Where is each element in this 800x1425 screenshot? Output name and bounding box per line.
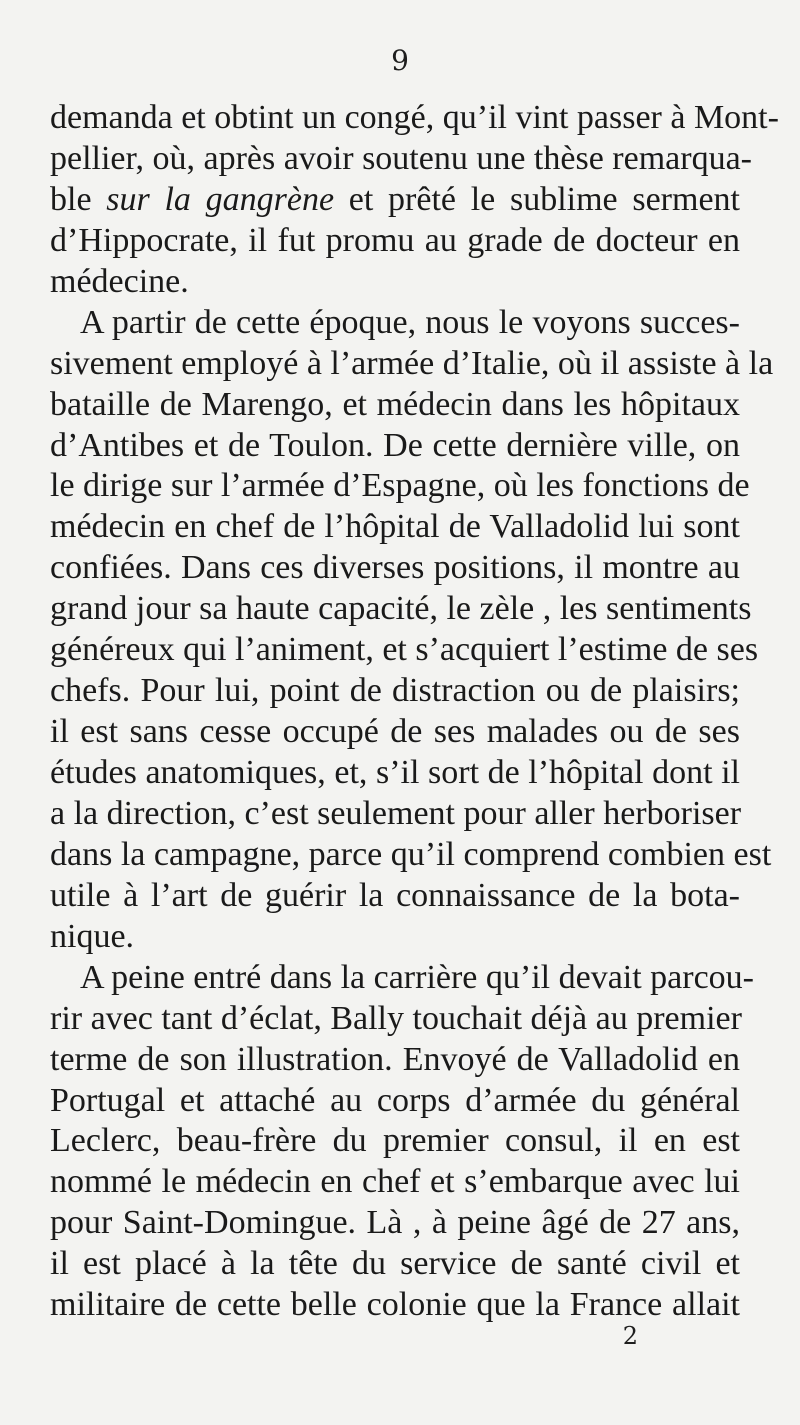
text-line: Leclerc, beau-frère du premier consul, il en est [50, 1122, 740, 1160]
text-line: militaire de cette belle colonie que la France allait [50, 1286, 740, 1324]
text-line: études anatomiques, et, s’il sort de l’hôpital dont il [50, 754, 740, 791]
text-line: d’Antibes et de Toulon. De cette dernière ville, on [50, 426, 740, 464]
text-line: pour Saint-Domingue. Là , à peine âgé de 27 ans, [50, 1204, 740, 1242]
text-line: demanda et obtint un congé, qu’il vint passer à Mont- [50, 99, 779, 136]
text-line: bataille de Marengo, et médecin dans les hôpitaux [50, 385, 740, 423]
text-line: A partir de cette époque, nous le voyons succes- [80, 303, 740, 341]
text-segment: ble [50, 180, 107, 218]
text-line: médecin en chef de l’hôpital de Valladolid lui sont [50, 508, 740, 546]
text-line: nommé le médecin en chef et s’embarque avec lui [50, 1163, 740, 1201]
text-line: utile à l’art de guérir la connaissance de la bota- [50, 876, 740, 914]
text-line [50, 180, 740, 221]
text-line: le dirige sur l’armée d’Espagne, où les fonctions de [50, 467, 750, 505]
paragraph-2 [50, 303, 774, 958]
signature-mark: 2 [622, 1322, 638, 1350]
text-line: médecine. [50, 262, 189, 300]
text-line: il est placé à la tête du service de santé civil et [50, 1245, 740, 1283]
text-line: généreux qui l’animent, et s’acquiert l’estime de ses [50, 631, 759, 669]
text-line: sivement employé à l’armée d’Italie, où il assiste à la [50, 344, 774, 382]
text-line: nique. [50, 917, 135, 955]
text-line: A peine entré dans la carrière qu’il devait parcou- [80, 958, 755, 996]
text-line: Portugal et attaché au corps d’armée du général [50, 1081, 740, 1119]
italic-thesis-title: sur la gangrène [106, 180, 335, 218]
text-line: terme de son illustration. Envoyé de Valladolid en [50, 1040, 740, 1078]
text-segment: et prêté le sublime serment [334, 180, 740, 218]
text-line: rir avec tant d’éclat, Bally touchait déjà au premier [50, 999, 742, 1037]
text-line: pellier, où, après avoir soutenu une thèse remarqua- [50, 139, 752, 177]
text-line: d’Hippocrate, il fut promu au grade de docteur en [50, 221, 740, 259]
text-line: dans la campagne, parce qu’il comprend combien est [50, 835, 772, 873]
text-line: grand jour sa haute capacité, le zèle , les sentiments [50, 590, 752, 628]
text-line: a la direction, c’est seulement pour aller herboriser [50, 794, 742, 832]
paragraph-1 [50, 98, 779, 303]
body-text [50, 98, 779, 1326]
text-line: confiées. Dans ces diverses positions, il montre au [50, 549, 740, 587]
text-line: il est sans cesse occupé de ses malades ou de ses [50, 713, 740, 751]
page-number: 9 [391, 44, 409, 77]
paragraph-3 [50, 958, 755, 1326]
text-line: chefs. Pour lui, point de distraction ou de plaisirs; [50, 672, 740, 710]
